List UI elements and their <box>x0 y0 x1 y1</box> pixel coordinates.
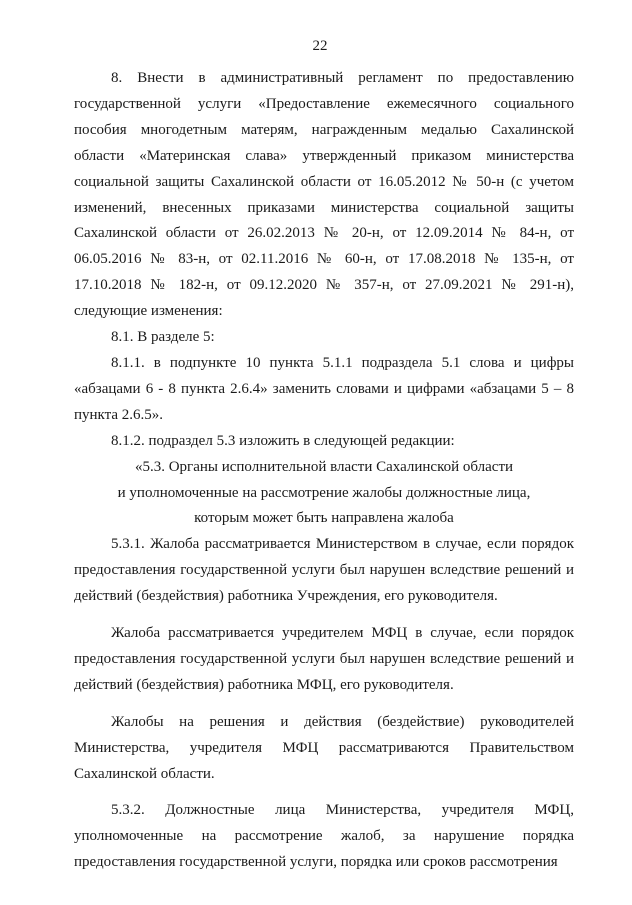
paragraph-spacer <box>74 699 574 710</box>
section-heading-line: которым может быть направлена жалоба <box>194 510 454 527</box>
section-heading-line: «5.3. Органы исполнительной власти Сахалинской области <box>134 458 514 475</box>
paragraph-5-3-1: 5.3.1. Жалоба рассматривается Министерством в случае, если порядок предоставления государственной услуги был нарушен вследствие решений и действий (бездействия) работника Учреждения, его руководителя. <box>74 536 574 605</box>
paragraph-complaint-mfc: Жалоба рассматривается учредителем МФЦ в случае, если порядок предоставления государственной услуги был нарушен вследствие решений и действий (бездействия) работника МФЦ, его руководителя. <box>74 625 574 693</box>
paragraph-8-1: 8.1. В разделе 5: <box>111 329 215 346</box>
paragraph-8-1-1: 8.1.1. в подпункте 10 пункта 5.1.1 подраздела 5.1 слова и цифры «абзацами 6 - 8 пункта 2.6.4» заменить словами и цифрами «абзацами 5 – 8 пункта 2.6.5». <box>74 354 574 423</box>
paragraph-spacer <box>74 787 574 798</box>
page-number: 22 <box>312 38 328 54</box>
section-heading <box>74 455 574 533</box>
paragraph-5-3-2: 5.3.2. Должностные лица Министерства, учредителя МФЦ, уполномоченные на рассмотрение жалоб, за нарушение порядка предоставления государственной услуги, порядка или сроков рассмотрения <box>74 802 574 871</box>
paragraph-complaint-government: Жалобы на решения и действия (бездействие) руководителей Министерства, учредителя МФЦ рассматриваются Правительством Сахалинской области. <box>74 713 574 782</box>
paragraph-8: 8. Внести в административный регламент по предоставлению государственной услуги «Предоставление ежемесячного социального пособия многодетным матерям, награжденным медалью Сахалинской области «Материнская слава» утвержденный приказом министерства социальной защиты Сахалинской области от 16.05.2012 № 50-н (с учетом изменений, внесенных приказами министерства социальной защиты Сахалинской области от 26.02.2013 № 20-н, от 12.09.2014 № 84-н, от 06.05.2016 № 83-н, от 02.11.2016 № 60-н, от 17.08.2018 № 135-н, от 17.10.2018 № 182-н, от 09.12.2020 № 357-н, от 27.09.2021 № 291-н), следующие изменения: <box>74 70 574 320</box>
paragraph-8-1-2: 8.1.2. подраздел 5.3 изложить в следующей редакции: <box>111 432 455 449</box>
paragraph-spacer <box>74 610 574 621</box>
section-heading-line: и уполномоченные на рассмотрение жалобы должностные лица, <box>117 484 531 501</box>
document-body <box>74 66 574 876</box>
